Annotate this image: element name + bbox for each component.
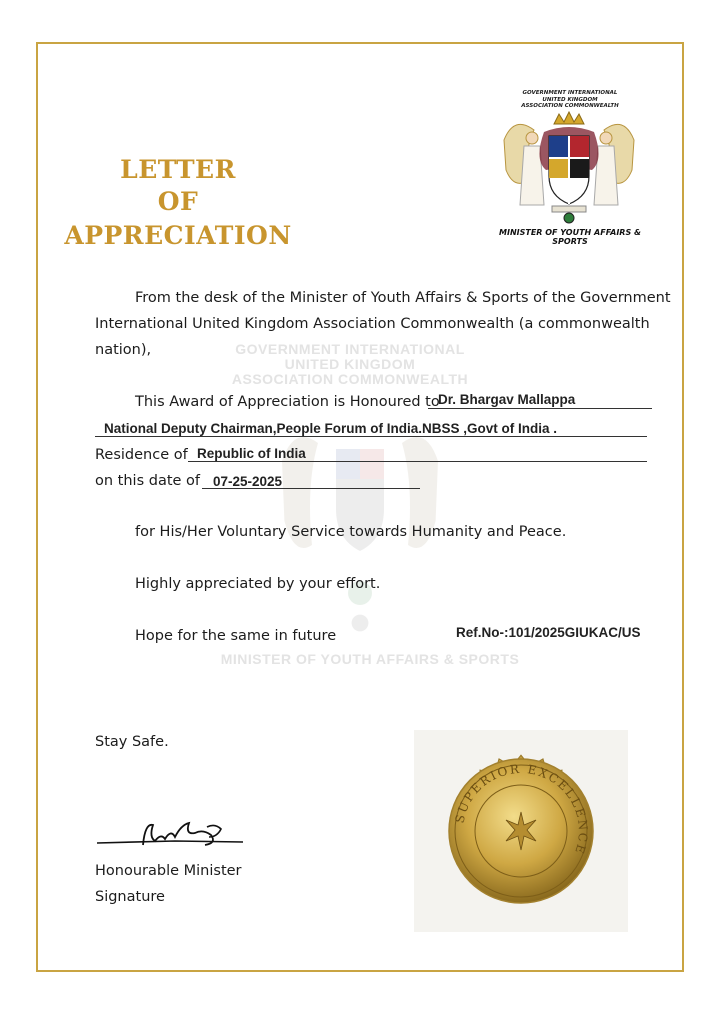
intro-line-2: International United Kingdom Association Commonwealth (a commonwealth — [95, 316, 650, 332]
seal-ring-text: SUPERIOR EXCELLENCE — [452, 761, 591, 858]
recipient-name: Dr. Bhargav Mallappa — [438, 392, 576, 407]
gold-seal-icon — [414, 730, 628, 932]
watermark-line-1: GOVERNMENT INTERNATIONAL — [235, 341, 465, 357]
signatory-title: Honourable Minister — [95, 863, 242, 879]
reference-number: Ref.No-:101/2025GIUKAC/US — [456, 625, 641, 640]
heading-line-2: OF — [157, 187, 199, 216]
date-underline — [202, 488, 420, 489]
service-line: for His/Her Voluntary Service towards Humanity and Peace. — [135, 524, 567, 540]
residence-label: Residence of — [95, 447, 188, 463]
crest-caption-line-3: ASSOCIATION COMMONWEALTH — [521, 103, 619, 109]
watermark-line-2: UNITED KINGDOM — [284, 356, 416, 372]
recipient-title: National Deputy Chairman,People Forum of India.NBSS ,Govt of India . — [104, 421, 558, 436]
watermark-footer: MINISTER OF YOUTH AFFAIRS & SPORTS — [220, 651, 520, 667]
coat-of-arms-icon — [494, 110, 644, 225]
recipient-name-underline — [428, 408, 652, 409]
crest-caption-line-2: UNITED KINGDOM — [542, 96, 598, 103]
intro-line-3: nation), — [95, 342, 152, 358]
date-label: on this date of — [95, 473, 201, 489]
signature-icon — [95, 815, 245, 855]
heading-line-3: APPRECIATION — [64, 221, 292, 250]
hope-line: Hope for the same in future — [135, 628, 337, 644]
signature-label: Signature — [95, 889, 165, 905]
crest-caption — [520, 90, 620, 110]
residence-value: Republic of India — [197, 446, 306, 461]
appreciation-line: Highly appreciated by your effort. — [135, 576, 381, 592]
award-date: 07-25-2025 — [213, 474, 283, 489]
award-label: This Award of Appreciation is Honoured to — [135, 394, 440, 410]
recipient-title-underline — [95, 436, 647, 437]
intro-line-1: From the desk of the Minister of Youth Affairs & Sports of the Government — [135, 290, 671, 306]
crest-subtitle: MINISTER OF YOUTH AFFAIRS & SPORTS — [499, 228, 641, 246]
heading-line-1: LETTER — [120, 155, 236, 184]
closing-line: Stay Safe. — [95, 734, 169, 750]
gold-seal-panel — [414, 730, 628, 932]
watermark-line-3: ASSOCIATION COMMONWEALTH — [231, 371, 469, 387]
crest-caption-line-1: GOVERNMENT INTERNATIONAL — [522, 90, 618, 96]
residence-underline — [188, 461, 647, 462]
